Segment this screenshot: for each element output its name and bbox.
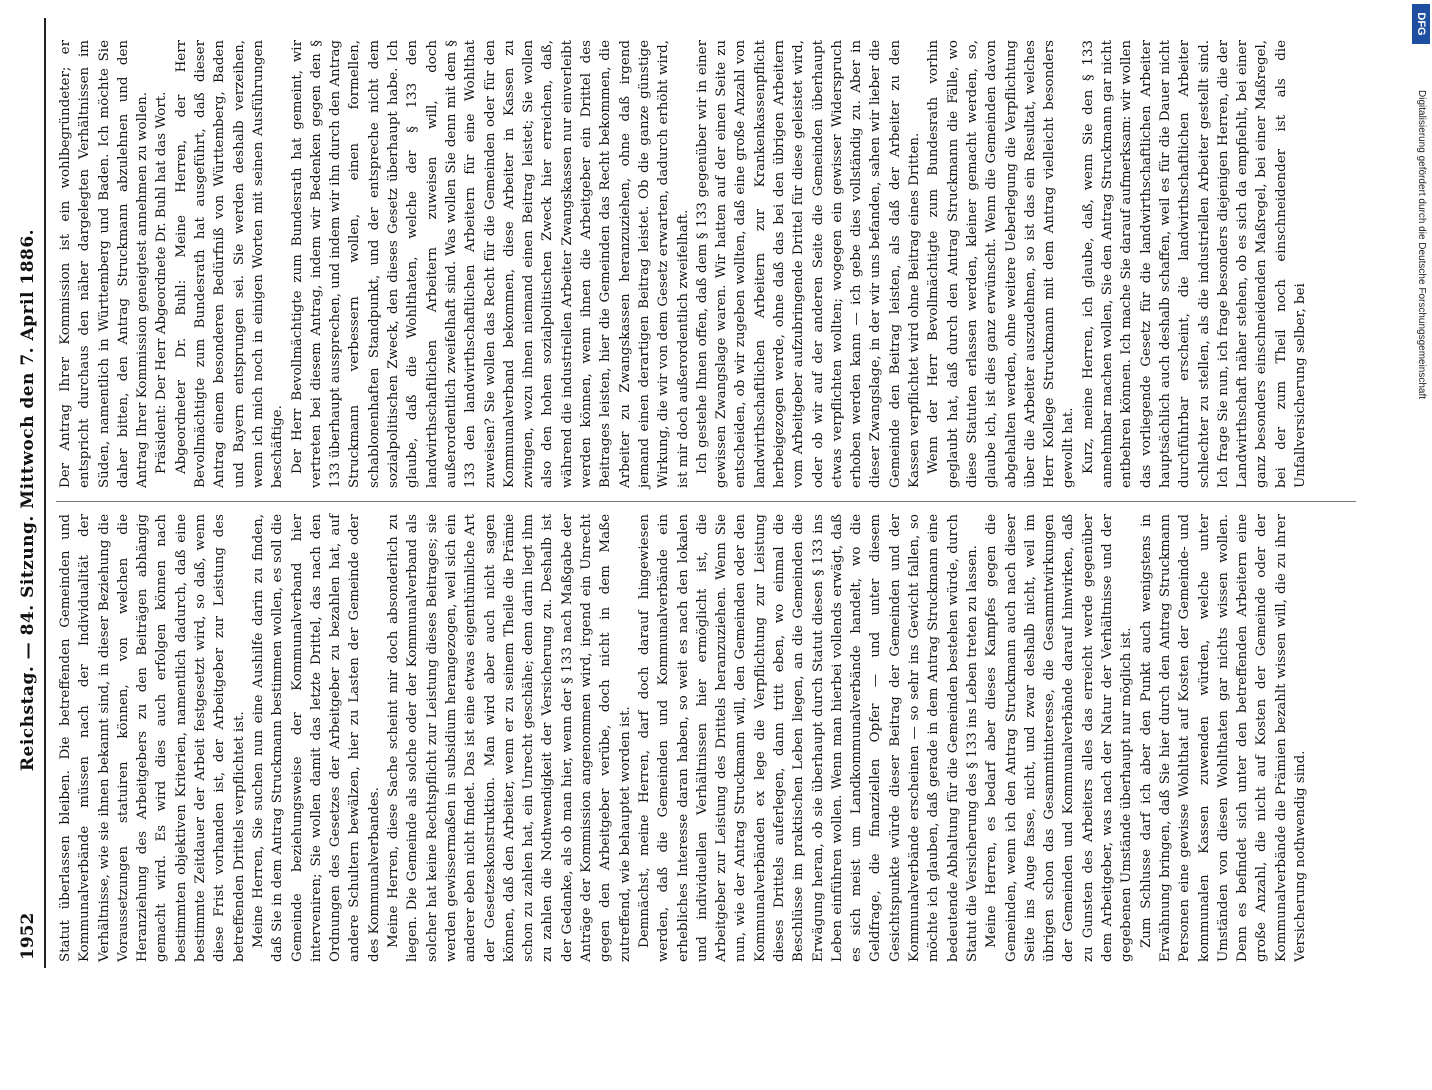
paragraph: Demnächst, meine Herren, darf doch darauf hingewiesen werden, daß die Gemeinden und Kommunalverbände ein erhebliches Interesse daran haben, so weit es nach den lokalen und individuellen Verhältnissen hier ermöglicht ist, die Arbeitgeber zur Leistung des Drittels heranzuziehen. Wenn Sie nun, wie der Antrag Struckmann will, den Gemeinden oder den Kommunalverbänden ex lege die Verpflichtung zur Leistung dieses Drittels auferlegen, dann tritt eben, wo einmal die Beschlüsse im praktischen Leben liegen, an die Gemeinden die Erwägung heran, ob sie überhaupt durch Statut diesen § 133 ins Leben einführen wollen. Wenn man hierbei vollends erwägt, daß es sich meist um Landkommunalverbände handelt, wo die Geldfrage, die finanziellen Opfer — und unter diesem Gesichtspunkte würde dieser Beitrag der Gemeinden und der Kommunalverbände erscheinen — so sehr ins Gewicht fallen, so möchte ich glauben, daß gerade in dem Antrag Struckmann eine bedeutende Abhaltung für die Gemeinden bestehen würde, durch Statut die Versicherung des § 133 ins Leben treten zu lassen. (636, 514, 980, 962)
paragraph: Meine Herren, diese Sache scheint mir doch absonderlich zu liegen. Die Gemeinde als solche oder der Kommunalverband als solcher hat keine Rechtspflicht zur Leistung dieses Beitrages; sie werden gewissermaßen in subsidium herangezogen, weil sich ein anderer eben nicht findet. Das ist eine etwas eigenthümliche Art der Gesetzeskonstruktion. Man wird aber auch nicht sagen können, daß den Arbeiter, wenn er zu seinem Theile die Prämie schon zu zahlen hat, ein Unrecht geschähe; denn darin liegt ihm zu zahlen die Nothwendigkeit der Versicherung zu. Deshalb ist der Gedanke, als ob man hier, wenn der § 133 nach Maßgabe der Anträge der Kommission angenommen wird, irgend ein Unrecht gegen den Arbeitgeber verübe, doch nicht in dem Maße zutreffend, wie behauptet worden ist. (386, 514, 633, 962)
right-column (56, 40, 1310, 488)
page-number: 1952 (18, 912, 38, 960)
digitization-sidebar (1410, 0, 1432, 1000)
running-head: Reichstag. — 84. Sitzung. Mittwoch den 7. April 1886. (18, 228, 38, 772)
paragraph: Der Herr Bevollmächtigte zum Bundesrath hat gemeint, wir vertreten bei diesem Antrag, indem wir Bedenken gegen den § 133 überhaupt aussprechen, und indem wir ihn durch den Antrag Struckmann verbessern wollen, einen formellen, schablonenhaften Standpunkt, und der entspreche nicht dem sozialpolitischen Zweck, den dieses Gesetz überhaupt habe. Ich glaube, daß die Wohlthaten, welche der § 133 den landwirthschaftlichen Arbeitern zuweisen will, doch außerordentlich zweifelhaft sind. Was wollen Sie denn mit dem § 133 den landwirthschaftlichen Arbeitern für eine Wohlthat zuweisen? Sie wollen das Recht für die Gemeinden oder für den Kommunalverband bekommen, diese Arbeiter in Kassen zu zwingen, wozu ihnen niemand einen Beitrag leistet; Sie wollen also den hohen sozialpolitischen Zweck hier erreichen, daß, während die industriellen Arbeiter Zwangskassen nur einverleibt werden können, wenn ihnen die Arbeitgeber ein Drittel des Beitrages leisten, hier die Gemeinden das Recht bekommen, die Arbeiter zu Zwangskassen heranzuziehen, ohne daß irgend jemand einen derartigen Beitrag leistet. Ob die ganze günstige Wirkung, die wir von dem Gesetz erwarten, dadurch erhöht wird, ist mir doch außerordentlich zweifelhaft. (289, 40, 691, 488)
left-column (56, 514, 1310, 962)
paragraph: Präsident: Der Herr Abgeordnete Dr. Buhl hat das Wort. (154, 91, 170, 474)
paragraph: Meine Herren, Sie suchen nun eine Aushilfe darin zu finden, daß Sie in dem Antrag Struckmann bestimmen wollen, es soll die Gemeinde beziehungsweise der Kommunalverband hier interveniren; Sie wollen damit das letzte Drittel, das nach den Ordnungen des Gesetzes der Arbeitgeber zu bezahlen hat, auf andere Schultern bewälzen, hier zu Lasten der Gemeinde oder des Kommunalverbandes. (250, 514, 382, 962)
paragraph: Wenn der Herr Bevollmächtigte zum Bundesrath vorhin geglaubt hat, daß durch den Antrag Struckmann die Fälle, wo diese Statuten erlassen werden, kleiner gemacht werden, so, glaube ich, ist dies ganz erwünscht. Wenn die Gemeinden davon abgehalten werden, ohne weitere Ueberlegung die Verpflichtung über die Arbeiter auszudehnen, so ist das ein Resultat, welches Herr Kollege Struckmann mit dem Antrag vielleicht besonders gewollt hat. (926, 40, 1077, 488)
paragraph: Abgeordneter Dr. Buhl: Meine Herren, der Herr Bevollmächtigte zum Bundesrath hat ausgeführt, daß dieser Antrag einem besonderen Bedürfniß von Württemberg, Baden und Bayern entsprungen sei. Sie werden deshalb verzeihen, wenn ich mich noch in einigen Worten mit seinen Ausführungen beschäftige. (173, 40, 286, 488)
paragraph: Statut überlassen bleiben. Die betreffenden Gemeinden und Kommunalverbände müssen nach der Individualität der Verhältnisse, wie sie ihnen bekannt sind, in dieser Beziehung die Voraussetzungen statuiren können, von welchen die Heranziehung des Arbeitgebers zu den Beiträgen abhängig gemacht wird. Es wird dies auch erfolgen können nach bestimmten objektiven Kriterien, namentlich dadurch, daß eine bestimmte Zeitdauer der Arbeit festgesetzt wird, so daß, wenn diese Frist vorhanden ist, der Arbeitgeber zur Leistung des betreffenden Drittels verpflichtet ist. (58, 514, 247, 962)
funding-note: Digitalisierung gefördert durch die Deutsche Forschungsgemeinschaft (1416, 90, 1427, 400)
dfg-logo (1412, 4, 1430, 44)
header-rule (44, 18, 46, 968)
logo-label: DFG (1415, 12, 1427, 36)
paragraph: Der Antrag Ihrer Kommission ist ein wohlbegründeter; er entspricht durchaus den näher dargelegten Verhältnissen im Süden, namentlich in Württemberg und Baden. Ich möchte Sie daher bitten, den Antrag Struckmann abzulehnen und den Antrag Ihrer Kommission geneigtest annehmen zu wollen. (58, 40, 151, 488)
paragraph: Zum Schlusse darf ich aber den Punkt auch wenigstens in Erwähnung bringen, daß Sie hier durch den Antrag Struckmann Personen eine gewisse Wohlthat auf Kosten der Gemeinde- und kommunalen Kassen zuwenden würden, welche unter Umständen von diesen Wohlthaten gar nichts wissen wollen. Denn es befindet sich unter den betreffenden Arbeitern eine große Anzahl, die nicht auf Kosten der Gemeinde oder der Kommunalverbände die Prämien bezahlt wissen will, die zu ihrer Versicherung nothwendig sind. (1138, 514, 1308, 962)
column-divider (56, 501, 1356, 502)
paragraph: Ich gestehe Ihnen offen, daß dem § 133 gegenüber wir in einer gewissen Zwangslage waren. Wir hatten auf der einen Seite zu entscheiden, ob wir zugeben wollten, daß eine große Anzahl von landwirthschaftlichen Arbeitern zur Krankenkassenpflicht herbeigezogen werde, ohne daß das bei den übrigen Arbeitern vom Arbeitgeber aufzubringende Drittel für diese geleistet wird, oder ob wir auf der anderen Seite die Gemeinden überhaupt etwas verpflichten wollten; wogegen ein gewisser Widerspruch erhoben werden kann — ich gebe dies vollständig zu. Aber in dieser Zwangslage, in der wir uns befanden, sahen wir lieber die Gemeinde den Beitrag leisten, als daß der Arbeiter zu den Kassen verpflichtet wird ohne Beitrag eines Dritten. (694, 40, 923, 488)
paragraph: Kurz, meine Herren, ich glaube, daß, wenn Sie den § 133 annehmbar machen wollen, Sie den Antrag Struckmann gar nicht entbehren können. Ich mache Sie darauf aufmerksam: wir wollen das vorliegende Gesetz für die landwirthschaftlichen Arbeiter hauptsächlich auch deshalb schaffen, weil es für die Dauer nicht durchführbar erscheint, die landwirthschaftlichen Arbeiter schlechter zu stellen, als die industriellen Arbeiter gestellt sind. Ich frage Sie nun, ich frage besonders diejenigen Herren, die der Landwirthschaft näher stehen, ob es sich da empfiehlt, bei einer ganz besonders einschneidenden Maßregel, bei einer Maßregel, bei der zum Theil noch einschneidender ist als die Unfallversicherung selber, bei (1080, 40, 1308, 488)
page-header (0, 0, 58, 1000)
paragraph: Meine Herren, es bedarf aber dieses Kampfes gegen die Gemeinden, wenn ich den Antrag Struckmann auch nach dieser Seite ins Auge fasse, nicht, und zwar deshalb nicht, weil im übrigen schon das Gesammtinteresse, die Gesammtwirkungen der Gemeinden und Kommunalverbände darauf hinwirken, daß zu Gunsten des Arbeiters alles das erreicht werde gegenüber dem Arbeitgeber, was nach der Natur der Verhältnisse und der gegebenen Umstände überhaupt nur möglich ist. (984, 514, 1135, 962)
